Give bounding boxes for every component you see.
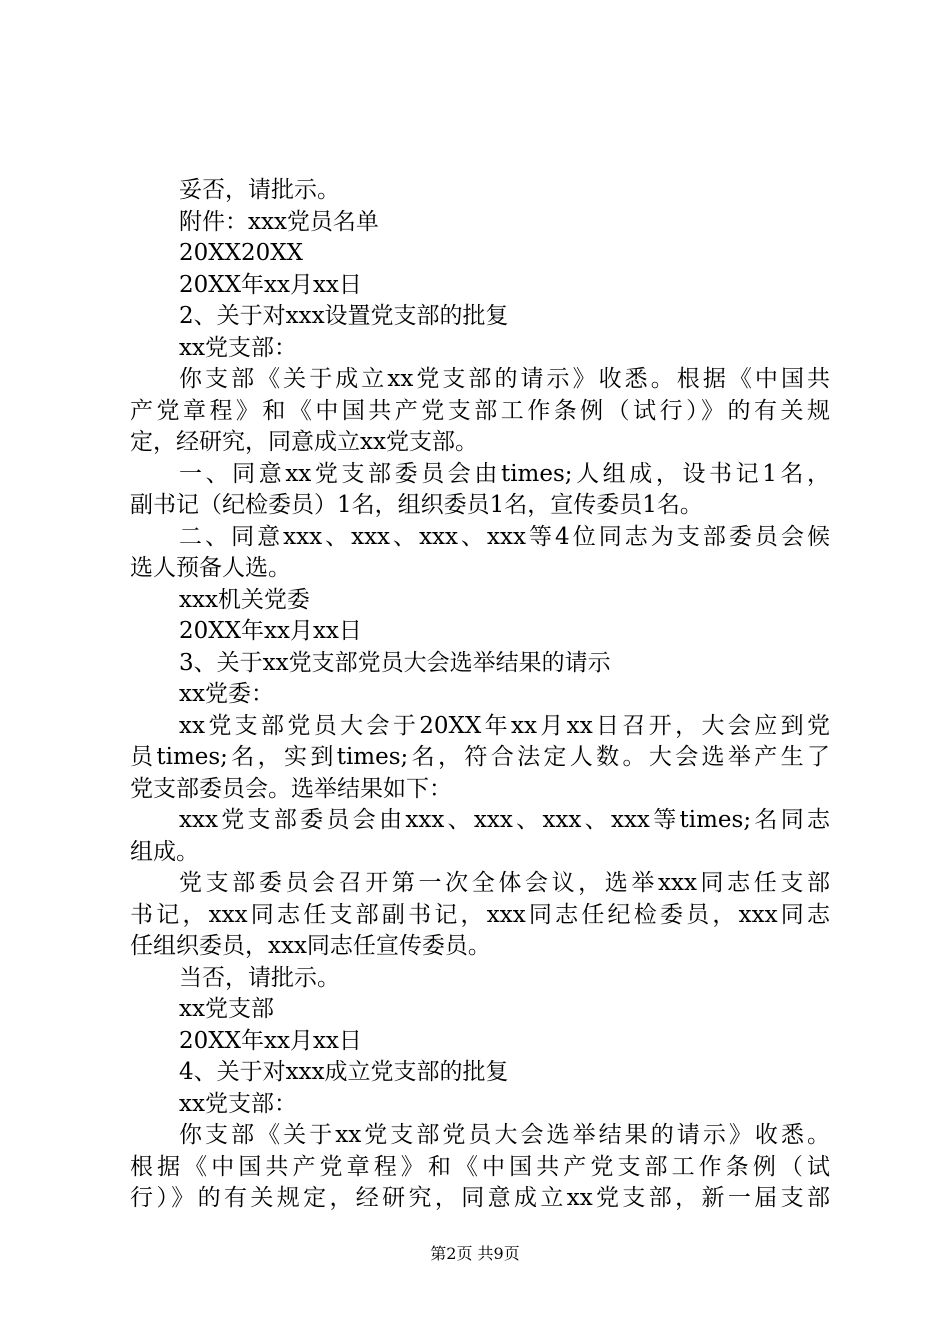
document-line: 20XX20XX — [179, 240, 304, 266]
document-line: 3、关于xx党支部党员大会选举结果的请示 — [179, 649, 611, 676]
document-line: 你支部《关于xx党支部党员大会选举结果的请示》收悉。 — [179, 1122, 830, 1148]
document-line: 2、关于对xxx设置党支部的批复 — [179, 303, 509, 329]
document-line: 组成。 — [130, 838, 199, 865]
document-line: xx党支部： — [179, 1090, 297, 1117]
page-footer: 第2页 共9页 — [430, 1244, 520, 1263]
document-line: 行）》的有关规定，经研究，同意成立xx党支部，新一届支部 — [130, 1185, 830, 1211]
document-line: 一、同意xx党支部委员会由times;人组成，设书记1名， — [179, 460, 830, 487]
document-line: xxx机关党委 — [179, 586, 310, 613]
document-line: 二、同意xxx、xxx、xxx、xxx等4位同志为支部委员会候 — [179, 523, 830, 550]
document-line: 产党章程》和《中国共产党支部工作条例（试行）》的有关规 — [130, 397, 830, 424]
document-body — [130, 175, 830, 1215]
document-line: xx党委： — [179, 681, 274, 707]
document-line: 员times;名，实到times;名，符合法定人数。大会选举产生了 — [130, 744, 830, 770]
document-line: 选人预备人选。 — [130, 555, 291, 581]
document-line: 副书记（纪检委员）1名，组织委员1名，宣传委员1名。 — [130, 492, 703, 518]
document-line: xx党支部党员大会于20XX年xx月xx日召开，大会应到党 — [179, 712, 830, 739]
document-line: 当否，请批示。 — [179, 964, 340, 991]
document-line: 定，经研究，同意成立xx党支部。 — [130, 429, 478, 455]
document-line: xxx党支部委员会由xxx、xxx、xxx、xxx等times;名同志 — [179, 807, 830, 833]
document-line: 4、关于对xxx成立党支部的批复 — [179, 1059, 509, 1085]
document-line: 20XX年xx月xx日 — [179, 1027, 362, 1054]
document-line: xx党支部 — [179, 996, 274, 1022]
document-line: 20XX年xx月xx日 — [179, 618, 362, 644]
document-line: 20XX年xx月xx日 — [179, 271, 362, 298]
document-line: 你支部《关于成立xx党支部的请示》收悉。根据《中国共 — [179, 366, 830, 392]
document-line: 书记，xxx同志任支部副书记，xxx同志任纪检委员，xxx同志 — [130, 901, 830, 928]
document-line: 附件：xxx党员名单 — [179, 208, 379, 235]
document-line: 根据《中国共产党章程》和《中国共产党支部工作条例（试 — [130, 1153, 830, 1180]
document-line: 党支部委员会。选举结果如下： — [130, 775, 452, 802]
document-line: 党支部委员会召开第一次全体会议，选举xxx同志任支部 — [179, 870, 830, 896]
document-line: 妥否，请批示。 — [179, 177, 340, 203]
document-line: xx党支部： — [179, 334, 297, 361]
document-line: 任组织委员，xxx同志任宣传委员。 — [130, 933, 491, 959]
